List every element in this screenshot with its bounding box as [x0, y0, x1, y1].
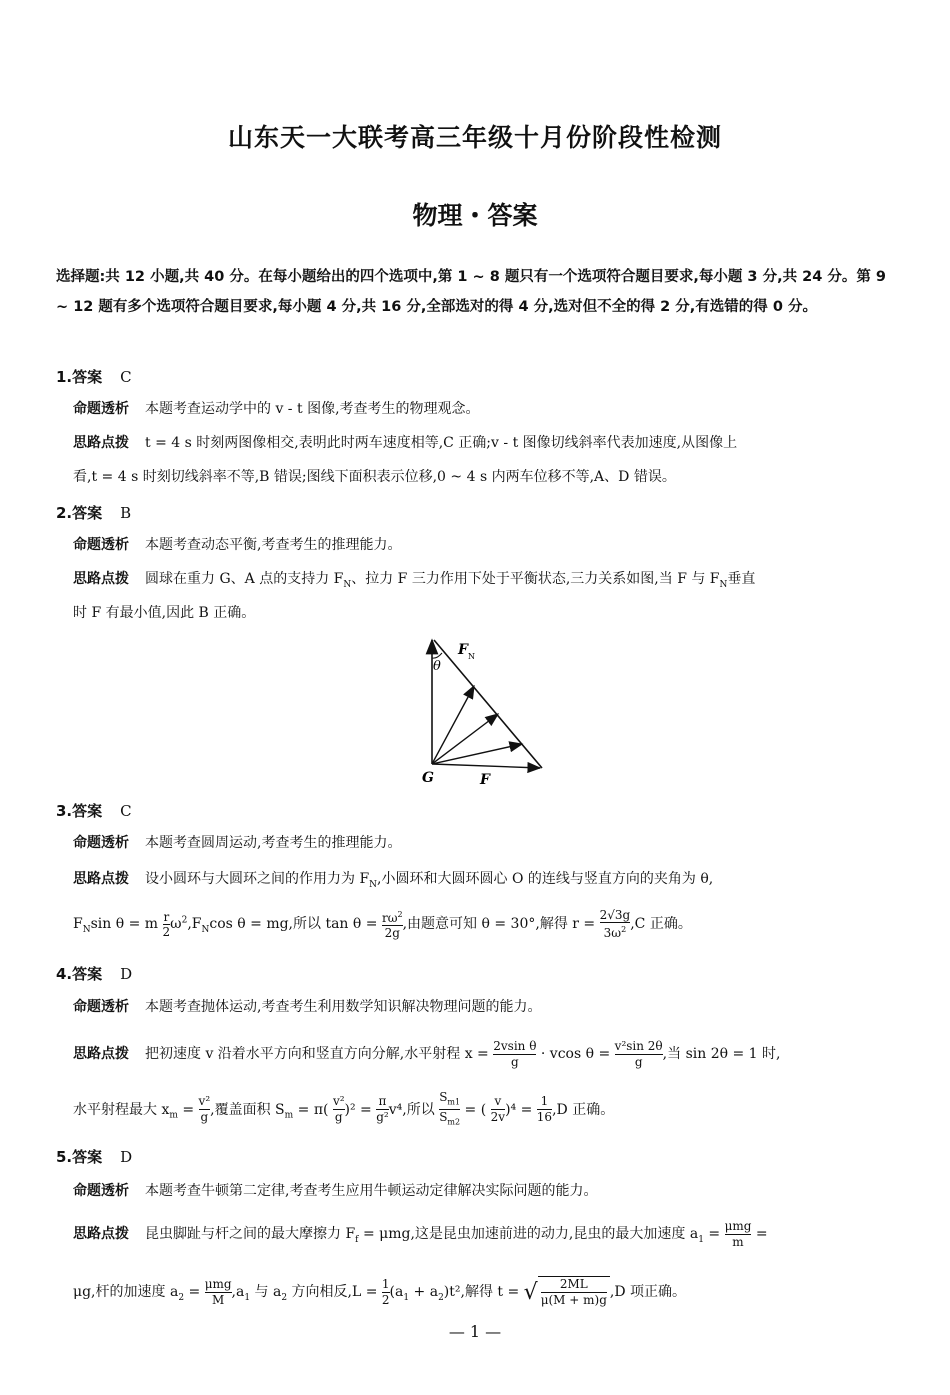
- question-2-hint-cont: 时 F 有最小值,因此 B 正确。: [73, 605, 256, 621]
- question-1-hint-cont: 看,t = 4 s 时刻切线斜率不等,B 错误;图线下面积表示位移,0 ~ 4 s 内两车位移不等,A、D 错误。: [73, 469, 676, 485]
- question-1-header: 1.答案 C: [56, 368, 132, 386]
- question-2-analysis: 命题透析 本题考查动态平衡,考查考生的推理能力。: [73, 537, 402, 553]
- g-label: G: [422, 770, 434, 786]
- question-2-header: 2.答案 B: [56, 504, 132, 522]
- question-1-hint: 思路点拨 t = 4 s 时刻两图像相交,表明此时两车速度相等,C 正确;v - t 图像切线斜率代表加速度,从图像上: [73, 435, 738, 451]
- force-triangle-figure: [418, 632, 548, 788]
- question-3-formula-line: $F_N\sin$ θ = m $\frac{r}{2}$ $\omega^2,F_N\cos$ θ = mg,所以 tan θ = $\frac{r\omega^2}{2g}$ ,由题意可知 θ = 30°,解得 r = $\frac{2√3g}{3\omega^2}$ ,C 正确。: [73, 908, 692, 940]
- f-label: F: [480, 772, 490, 788]
- theta-arc: [432, 653, 442, 658]
- question-4-header: 4.答案 D: [56, 965, 133, 983]
- question-1-analysis: 命题透析 本题考查运动学中的 v - t 图像,考查考生的物理观念。: [73, 401, 480, 417]
- question-5-header: 5.答案 D: [56, 1148, 133, 1166]
- fn-label-sub: N: [468, 652, 475, 661]
- question-3-hint: 思路点拨 设小圆环与大圆环之间的作用力为 $F_N$,小圆环和大圆环圆心 O 的连线与竖直方向的夹角为 θ,: [73, 871, 714, 890]
- f-arrow-4: [432, 764, 540, 768]
- f-arrow-1: [432, 686, 474, 764]
- question-3-analysis: 命题透析 本题考查圆周运动,考查考生的推理能力。: [73, 835, 402, 851]
- question-5-hint: 思路点拨 昆虫脚趾与杆之间的最大摩擦力 $F_f = \mu mg$,这是昆虫加速前进的动力,昆虫的最大加速度 $a_1$ = μmg m =: [73, 1218, 768, 1249]
- question-2-hint: 思路点拨 圆球在重力 G、A 点的支持力 $F_N$、拉力 F 三力作用下处于平衡状态,三力关系如图,当 F 与 $F_N$垂直: [73, 571, 756, 590]
- page-number: — 1 —: [448, 1322, 502, 1341]
- theta-label: θ: [433, 659, 441, 674]
- page-subtitle: 物理・答案: [412, 201, 538, 230]
- question-3-header: 3.答案 C: [56, 802, 132, 820]
- question-5-analysis: 命题透析 本题考查牛顿第二定律,考查考生应用牛顿运动定律解决实际问题的能力。: [73, 1183, 598, 1199]
- intro-paragraph: 选择题:共 12 小题,共 40 分。在每小题给出的四个选项中,第 1 ~ 8 题只有一个选项符合题目要求,每小题 3 分,共 24 分。第 9 ~ 12 题有多个选项符合题目要求,每小题 4 分,共 16 分,全部选对的得 4 分,选对但不全的得 2 分,有选错的得 0 分。: [56, 269, 886, 315]
- question-4-hint: 思路点拨 把初速度 v 沿着水平方向和竖直方向分解,水平射程 x = $\frac{\text{2vsin θ}}{g}$ · vcos θ = $\frac{\text{v²sin 2θ}}{g}$ ,当 sin 2θ = 1 时,: [73, 1038, 781, 1069]
- question-4-formula-line: 水平射程最大 $x_m$ = $\frac{\text{v²}}{g}$ ,覆盖面积 $S_m = \pi$( $\frac{\text{v²}}{g}$ )² = $\frac{\pi}{\text{g²}}$ v⁴,所以 $\frac{S_{m1}}{S_{m2}}$ = ( $\frac{v}{2v}$ )⁴ = $\frac{1}{16}$ ,D 正确。: [73, 1090, 615, 1127]
- hypotenuse-line: [434, 640, 542, 768]
- question-5-formula-line: μg,杆的加速度 $a_2$ = μmg M $,a_1$ 与 $a_2$ 方向相反,L = $\frac{1}{2}$ $(a_1 + a_2)t^2$,解得 t = √ $\frac{2ML}{\mu(M + m)g}$ ,D 项正确。: [73, 1276, 687, 1307]
- page-title: 山东天一大联考高三年级十月份阶段性检测: [227, 123, 722, 152]
- fn-label: F: [458, 642, 468, 658]
- question-4-analysis: 命题透析 本题考查抛体运动,考查考生利用数学知识解决物理问题的能力。: [73, 999, 542, 1015]
